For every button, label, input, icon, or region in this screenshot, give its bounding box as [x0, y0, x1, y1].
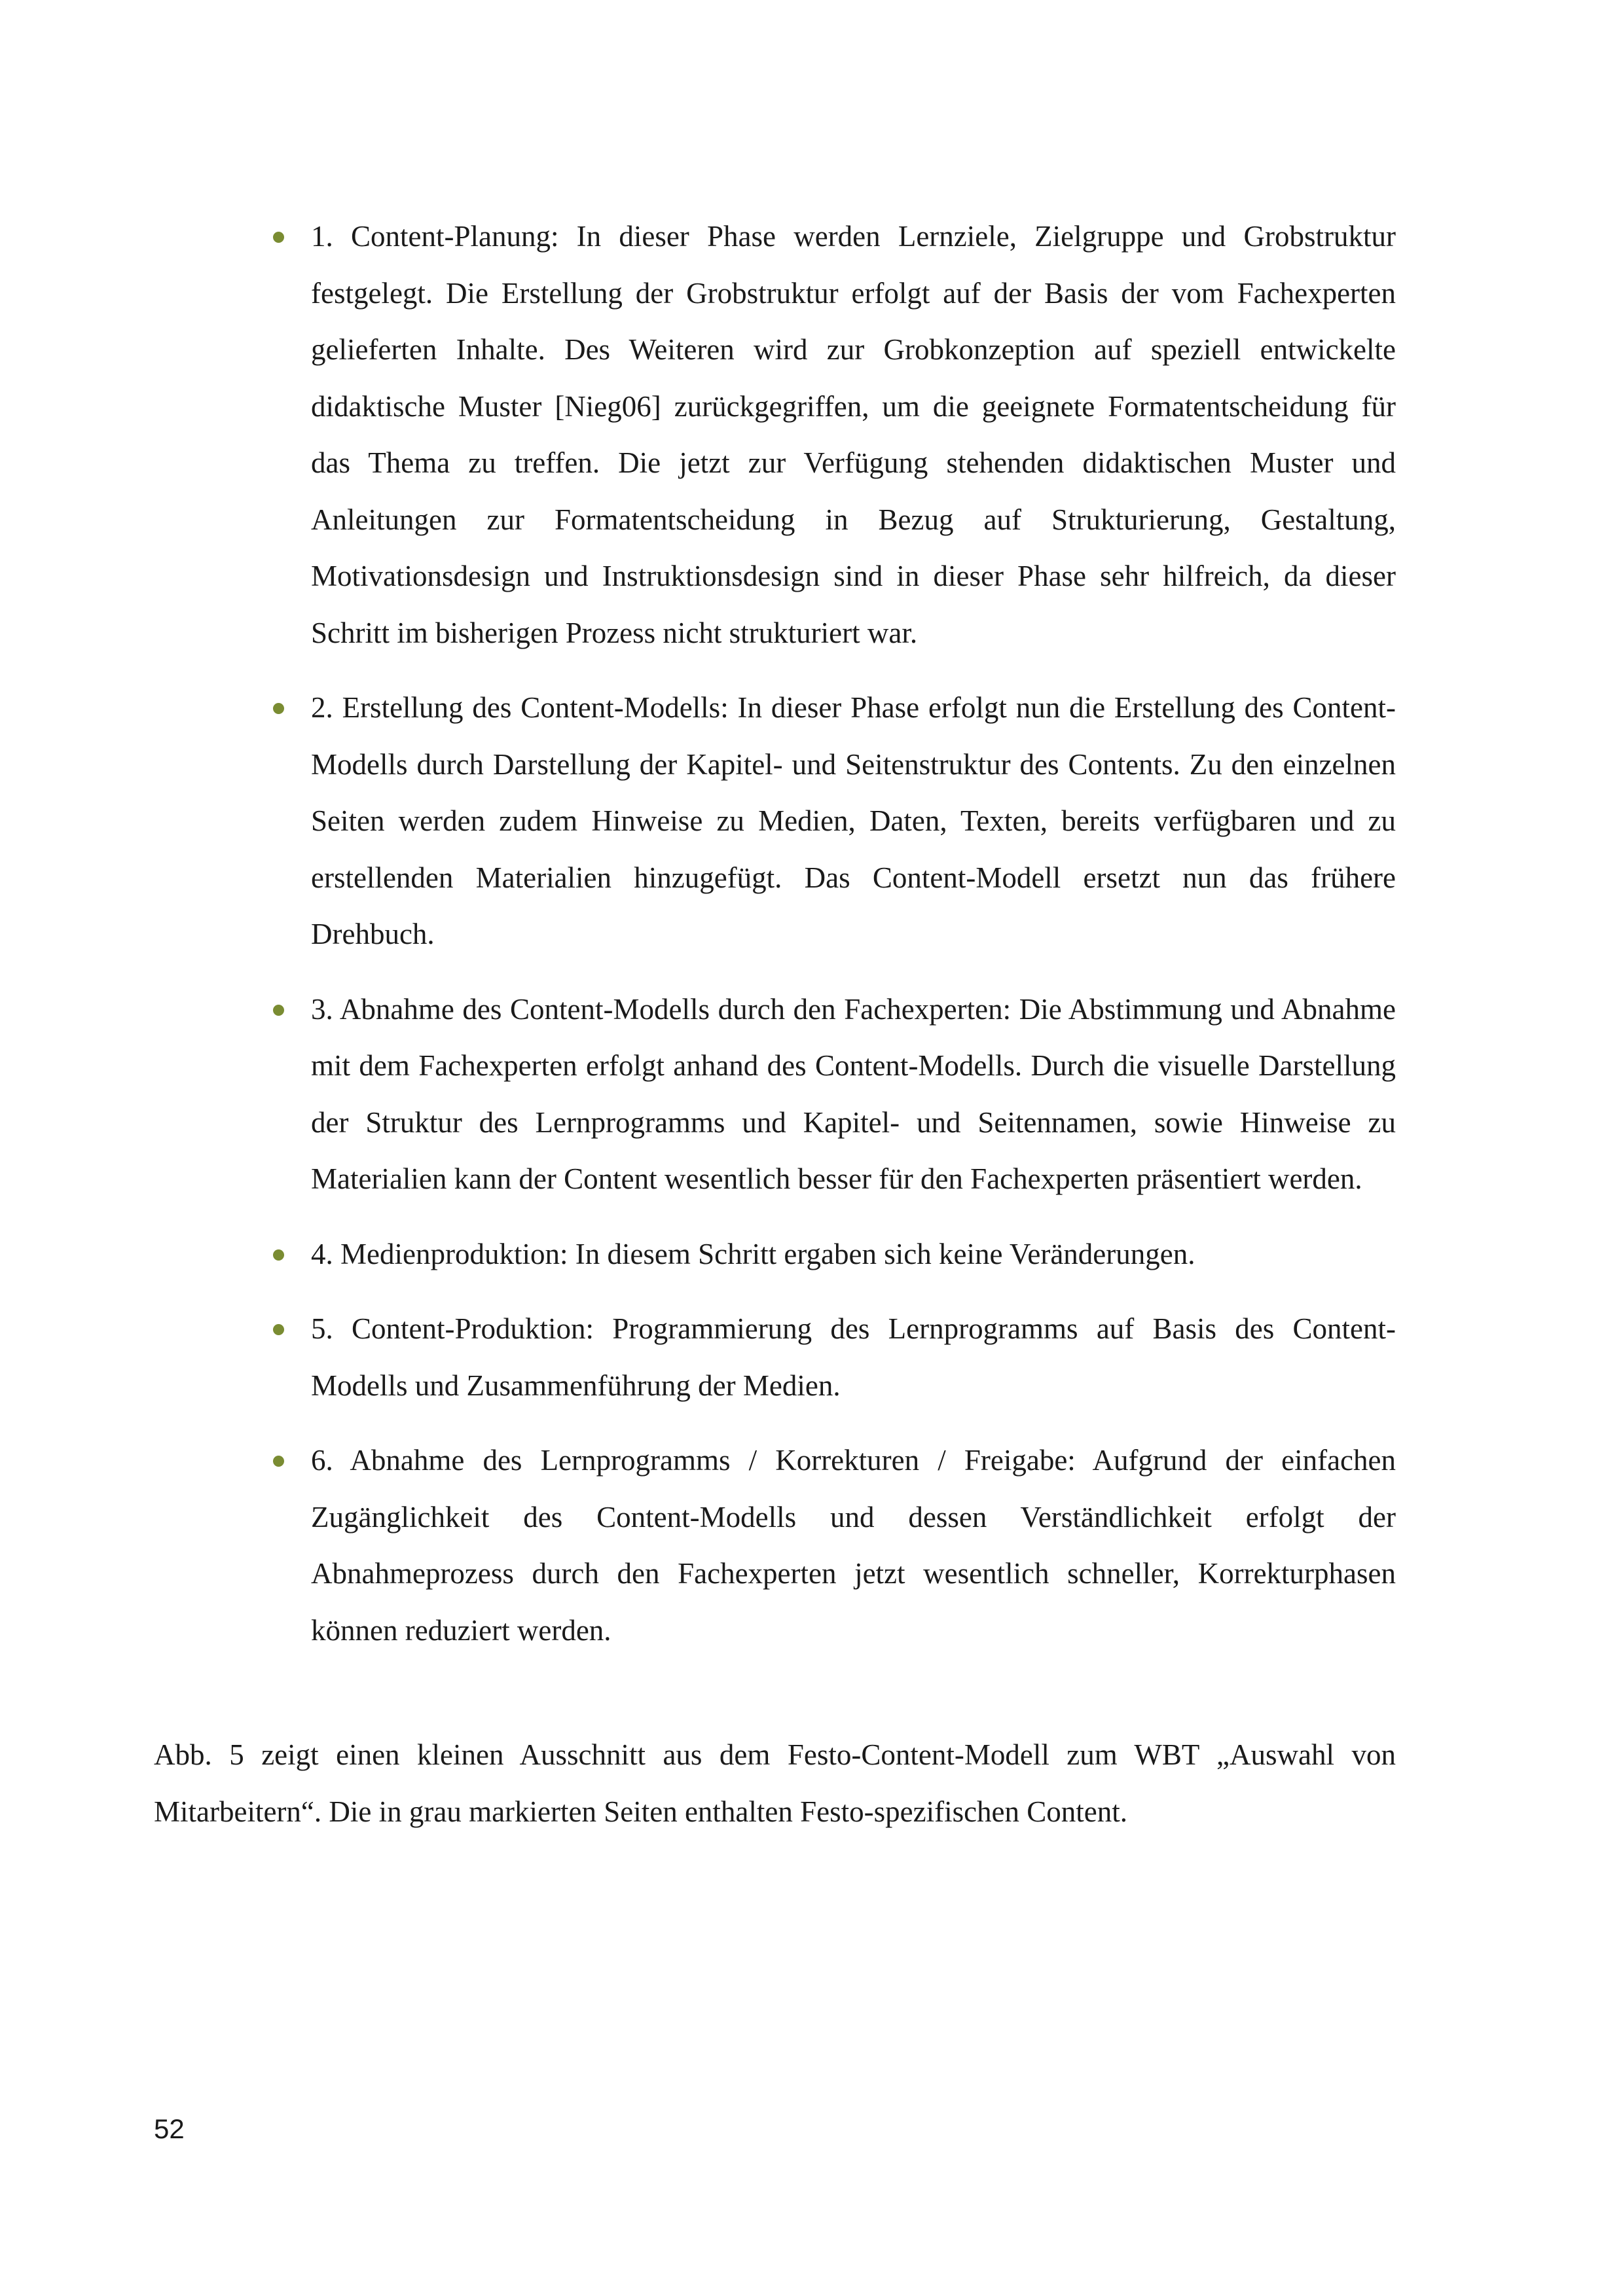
bullet-dot-icon: [273, 1249, 284, 1261]
list-item-text: 6. Abnahme des Lernprogramms / Korrekturen / Freigabe: Aufgrund der einfachen Zugänglichkeit des Content-Modells und dessen Verständlichkeit erfolgt der Abnahmeprozess durch den Fachexperten jetzt wesentlich schneller, Korrekturphasen können reduziert werden.: [311, 1444, 1396, 1647]
bullet-dot-icon: [273, 1324, 284, 1335]
bullet-dot-icon: [273, 232, 284, 243]
list-item-abnahme-lernprogramm: [311, 1432, 1396, 1659]
list-item-text: 4. Medienproduktion: In diesem Schritt ergaben sich keine Veränderungen.: [311, 1237, 1195, 1270]
bullet-dot-icon: [273, 1005, 284, 1016]
list-item-text: 1. Content-Planung: In dieser Phase werden Lernziele, Zielgruppe und Grobstruktur festgelegt. Die Erstellung der Grobstruktur erfolgt auf der Basis der vom Fachexperten gelieferten Inhalte. Des Weiteren wird zur Grobkonzeption auf speziell entwickelte didaktische Muster [Nieg06] zurückgegriffen, um die geeignete Formatentscheidung für das Thema zu treffen. Die jetzt zur Verfügung stehenden didaktischen Muster und Anleitungen zur Formatentscheidung in Bezug auf Strukturierung, Gestaltung, Motivationsdesign und Instruktionsdesign sind in dieser Phase sehr hilfreich, da dieser Schritt im bisherigen Prozess nicht strukturiert war.: [311, 220, 1396, 649]
list-item-content-modell: [311, 679, 1396, 963]
list-item-abnahme-content-modell: [311, 981, 1396, 1208]
list-item-medienproduktion: [311, 1226, 1396, 1283]
closing-paragraph: Abb. 5 zeigt einen kleinen Ausschnitt aus dem Festo-Content-Modell zum WBT „Auswahl von Mitarbeitern“. Die in grau markierten Seiten enthalten Festo-spezifischen Content.: [154, 1738, 1396, 1828]
bullet-dot-icon: [273, 1456, 284, 1467]
page-number: 52: [154, 2113, 185, 2144]
list-item-text: 2. Erstellung des Content-Modells: In dieser Phase erfolgt nun die Erstellung des Content-Modells durch Darstellung der Kapitel- und Seitenstruktur des Contents. Zu den einzelnen Seiten werden zudem Hinweise zu Medien, Daten, Texten, bereits verfügbaren und zu erstellenden Materialien hinzugefügt. Das Content-Modell ersetzt nun das frühere Drehbuch.: [311, 691, 1396, 950]
list-item-content-produktion: [311, 1300, 1396, 1414]
list-item-text: 5. Content-Produktion: Programmierung des Lernprogramms auf Basis des Content-Modells und Zusammenführung der Medien.: [311, 1312, 1396, 1402]
bullet-dot-icon: [273, 703, 284, 714]
process-steps-list: [311, 208, 1396, 1677]
list-item-text: 3. Abnahme des Content-Modells durch den Fachexperten: Die Abstimmung und Abnahme mit dem Fachexperten erfolgt anhand des Content-Modells. Durch die visuelle Darstellung der Struktur des Lernprogramms und Kapitel- und Seitennamen, sowie Hinweise zu Materialien kann der Content wesentlich besser für den Fachexperten präsentiert werden.: [311, 992, 1396, 1195]
list-item-content-planung: [311, 208, 1396, 661]
